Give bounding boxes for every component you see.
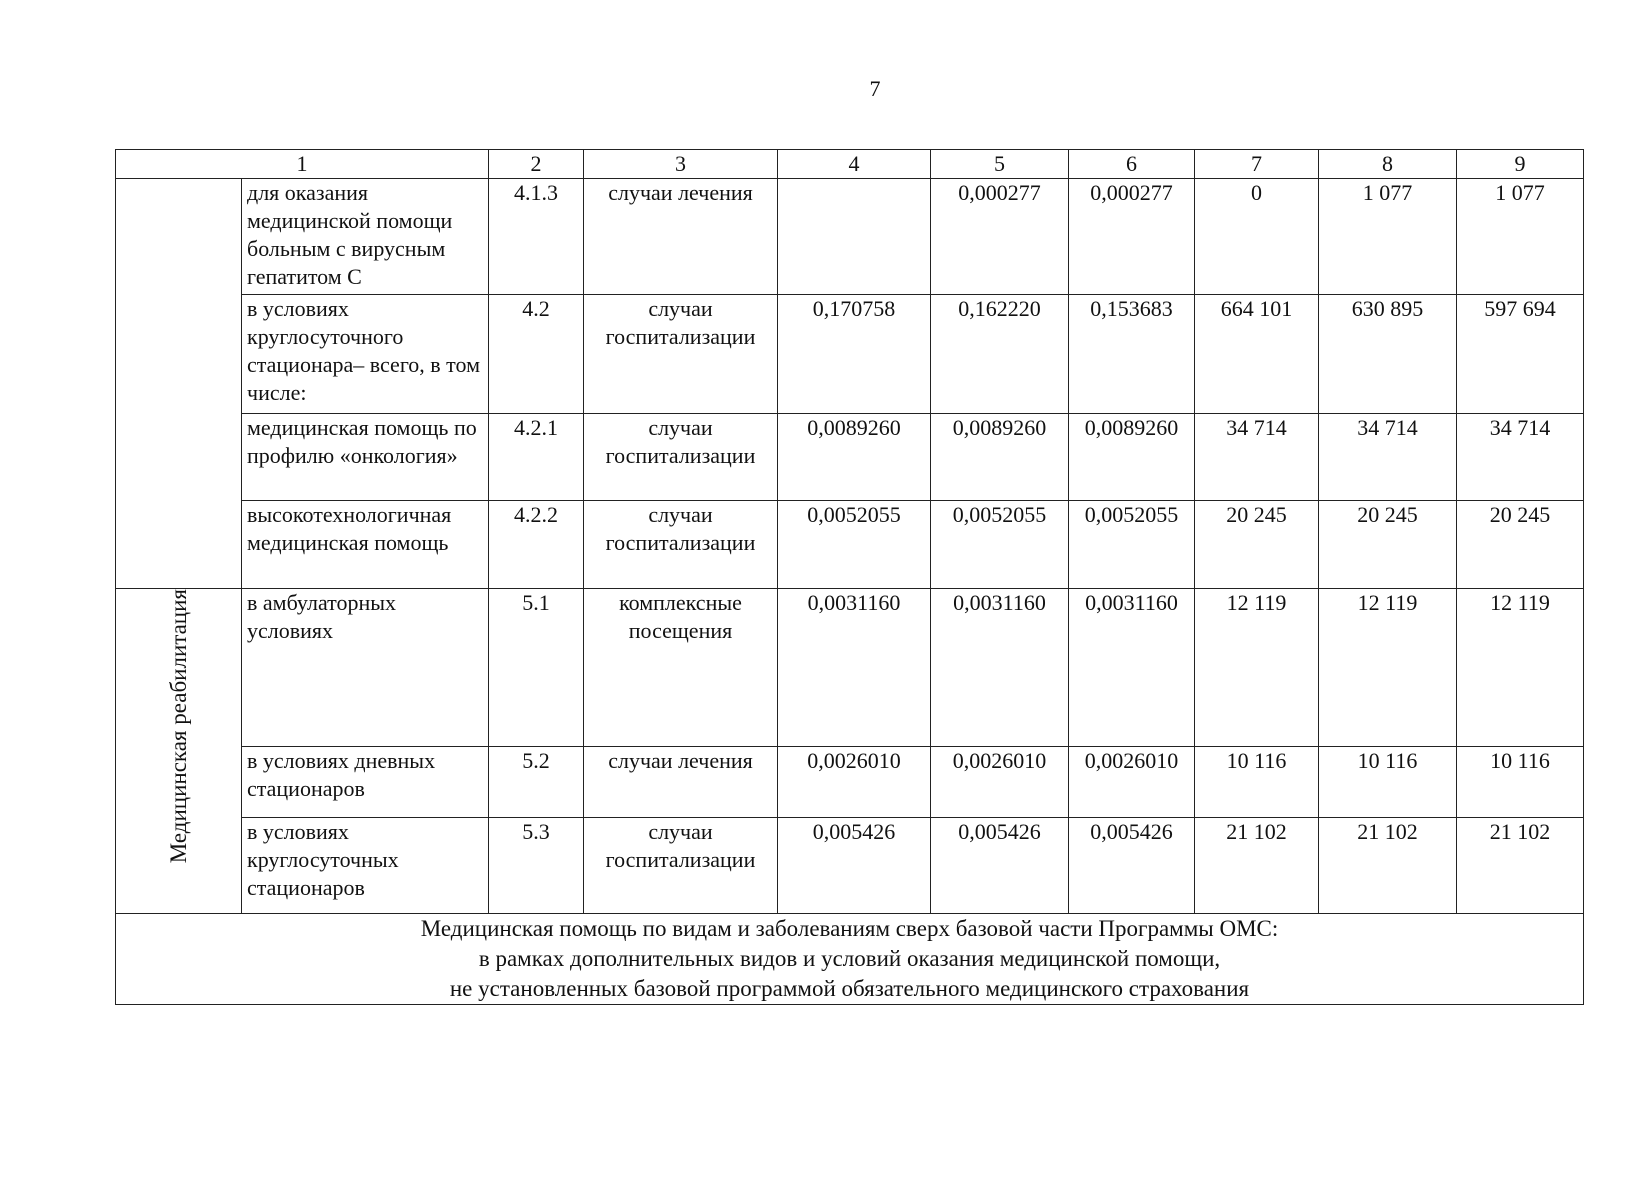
- footer-line-3: не установленных базовой программой обязательного медицинского страхования: [449, 976, 1250, 1001]
- row-unit: случаи госпитализации: [584, 414, 778, 501]
- data-table: [115, 149, 1584, 1005]
- row-code: 4.2.1: [489, 414, 584, 501]
- row-col-7: 664 101: [1195, 295, 1319, 414]
- row-unit: комплексные посещения: [584, 589, 778, 747]
- row-col-6: 0,153683: [1069, 295, 1195, 414]
- row-code: 4.1.3: [489, 179, 584, 295]
- row-name: в условиях дневных стационаров: [242, 747, 489, 818]
- header-cell-9: 9: [1457, 150, 1584, 179]
- header-cell-5: 5: [931, 150, 1069, 179]
- row-col-5: 0,162220: [931, 295, 1069, 414]
- row-col-9: 21 102: [1457, 818, 1584, 914]
- header-cell-6: 6: [1069, 150, 1195, 179]
- row-col-9: 1 077: [1457, 179, 1584, 295]
- row-col-7: 21 102: [1195, 818, 1319, 914]
- table-row: [116, 818, 1584, 914]
- footer-row: [116, 914, 1584, 1005]
- row-name: в условиях круглосуточного стационара– всего, в том числе:: [242, 295, 489, 414]
- header-row: [116, 150, 1584, 179]
- section-label: Медицинская реабилитация: [165, 589, 191, 864]
- header-cell-1: 1: [116, 150, 489, 179]
- row-col-5: 0,0026010: [931, 747, 1069, 818]
- row-col-7: 12 119: [1195, 589, 1319, 747]
- row-unit: случаи госпитализации: [584, 501, 778, 589]
- row-col-9: 12 119: [1457, 589, 1584, 747]
- row-col-6: 0,0031160: [1069, 589, 1195, 747]
- row-col-5: 0,000277: [931, 179, 1069, 295]
- row-col-9: 10 116: [1457, 747, 1584, 818]
- row-name: медицинская помощь по профилю «онкология»: [242, 414, 489, 501]
- row-col-6: 0,000277: [1069, 179, 1195, 295]
- footer-line-1: Медицинская помощь по видам и заболеваниям сверх базовой части Программы ОМС:: [420, 916, 1279, 941]
- footer-line-2: в рамках дополнительных видов и условий оказания медицинской помощи,: [478, 946, 1221, 971]
- row-col-9: 597 694: [1457, 295, 1584, 414]
- row-col-8: 34 714: [1319, 414, 1457, 501]
- row-code: 5.1: [489, 589, 584, 747]
- row-unit: случаи госпитализации: [584, 818, 778, 914]
- row-col-4: 0,170758: [778, 295, 931, 414]
- row-col-4: 0,0031160: [778, 589, 931, 747]
- row-col-6: 0,0089260: [1069, 414, 1195, 501]
- table-row: [116, 747, 1584, 818]
- page-number: 7: [869, 76, 881, 101]
- row-col-5: 0,0052055: [931, 501, 1069, 589]
- table-row: [116, 501, 1584, 589]
- row-code: 5.2: [489, 747, 584, 818]
- row-col-8: 12 119: [1319, 589, 1457, 747]
- row-col-5: 0,0089260: [931, 414, 1069, 501]
- row-col-8: 20 245: [1319, 501, 1457, 589]
- header-cell-7: 7: [1195, 150, 1319, 179]
- footer-note: [116, 914, 1584, 1005]
- row-col-7: 10 116: [1195, 747, 1319, 818]
- row-col-5: 0,005426: [931, 818, 1069, 914]
- section-label-cell: [116, 589, 242, 914]
- row-unit: случаи лечения: [584, 747, 778, 818]
- row-col-4: 0,005426: [778, 818, 931, 914]
- header-cell-2: 2: [489, 150, 584, 179]
- row-code: 4.2.2: [489, 501, 584, 589]
- row-name: в условиях круглосуточных стационаров: [242, 818, 489, 914]
- row-col-7: 0: [1195, 179, 1319, 295]
- row-col-8: 1 077: [1319, 179, 1457, 295]
- row-col-7: 20 245: [1195, 501, 1319, 589]
- section-cell-blank: [116, 179, 242, 589]
- row-col-8: 10 116: [1319, 747, 1457, 818]
- header-cell-8: 8: [1319, 150, 1457, 179]
- row-col-4: 0,0089260: [778, 414, 931, 501]
- row-col-4: 0,0052055: [778, 501, 931, 589]
- row-col-9: 20 245: [1457, 501, 1584, 589]
- header-cell-4: 4: [778, 150, 931, 179]
- row-col-6: 0,0026010: [1069, 747, 1195, 818]
- row-col-5: 0,0031160: [931, 589, 1069, 747]
- row-code: 4.2: [489, 295, 584, 414]
- row-col-7: 34 714: [1195, 414, 1319, 501]
- row-unit: случаи лечения: [584, 179, 778, 295]
- row-unit: случаи госпитализации: [584, 295, 778, 414]
- row-col-6: 0,005426: [1069, 818, 1195, 914]
- row-name: высокотехнологичная медицинская помощь: [242, 501, 489, 589]
- table-row: [116, 589, 1584, 747]
- row-col-4: 0,0026010: [778, 747, 931, 818]
- table-row: [116, 295, 1584, 414]
- row-code: 5.3: [489, 818, 584, 914]
- table-row: [116, 414, 1584, 501]
- row-name: в амбулаторных условиях: [242, 589, 489, 747]
- row-col-9: 34 714: [1457, 414, 1584, 501]
- row-name: для оказания медицинской помощи больным с вирусным гепатитом С: [242, 179, 489, 295]
- row-col-6: 0,0052055: [1069, 501, 1195, 589]
- row-col-8: 21 102: [1319, 818, 1457, 914]
- header-cell-3: 3: [584, 150, 778, 179]
- row-col-8: 630 895: [1319, 295, 1457, 414]
- table-row: [116, 179, 1584, 295]
- row-col-4: [778, 179, 931, 295]
